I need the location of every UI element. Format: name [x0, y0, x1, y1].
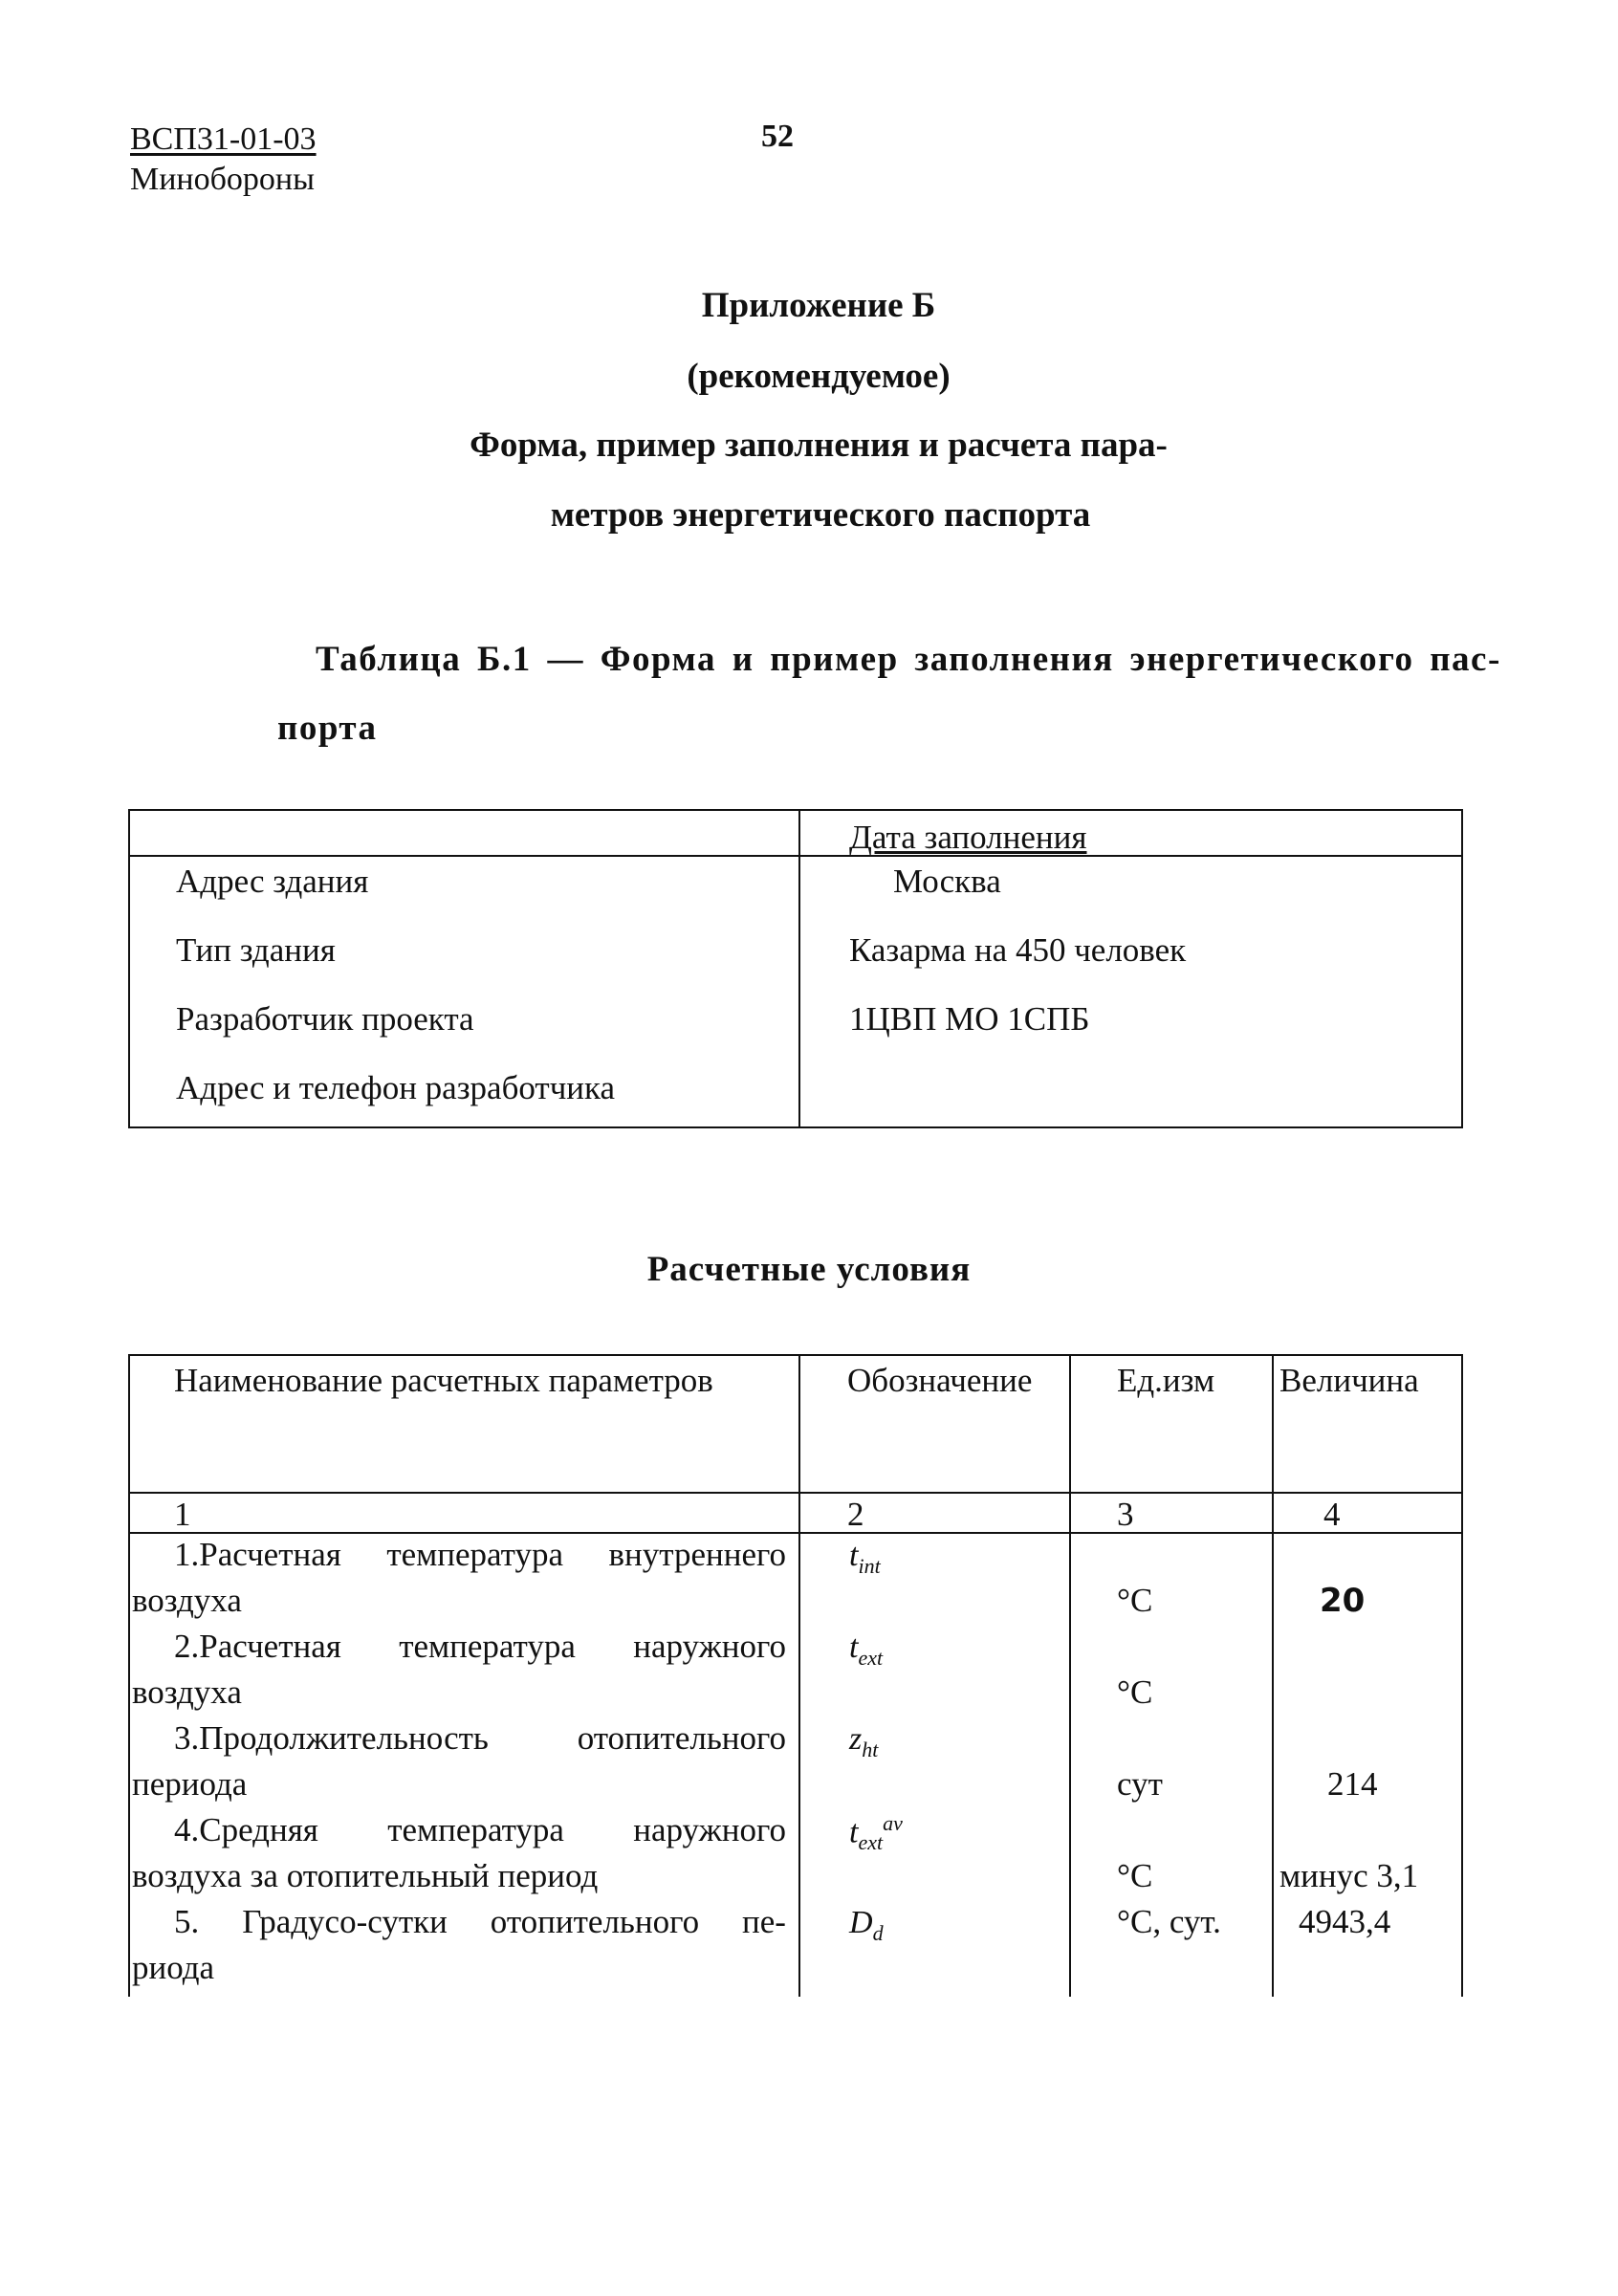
- column-header-unit: Ед.изм: [1117, 1362, 1215, 1399]
- table-divider: [130, 855, 1461, 857]
- appendix-subtitle-line1: Форма, пример заполнения и расчета пара-: [470, 426, 1168, 465]
- passport-table: [128, 809, 1463, 1128]
- parameter-unit: сут: [1117, 1765, 1163, 1803]
- table-caption-line2: порта: [277, 709, 378, 748]
- column-header-value: Величина: [1279, 1362, 1419, 1399]
- parameter-symbol: $t_{ext}$: [849, 1629, 884, 1670]
- passport-label-type: Тип здания: [176, 931, 336, 969]
- column-number: 3: [1117, 1496, 1134, 1533]
- passport-label-address: Адрес здания: [176, 863, 369, 900]
- table-divider: [1272, 1354, 1274, 1997]
- passport-label-developer: Разработчик проекта: [176, 1000, 474, 1038]
- appendix-note: (рекомендуемое): [687, 357, 951, 396]
- column-header-symbol: Обозначение: [847, 1362, 1033, 1399]
- parameter-name-line1: 2.Расчетная температура наружного: [174, 1628, 786, 1665]
- parameter-name-line2: воздуха: [132, 1673, 242, 1711]
- parameter-unit: °C: [1117, 1857, 1153, 1894]
- parameter-name-line2: периода: [132, 1765, 248, 1803]
- parameter-name-line2: воздуха: [132, 1582, 242, 1619]
- table-divider: [798, 811, 800, 1126]
- parameter-unit: °C: [1117, 1582, 1153, 1619]
- conditions-table: [128, 1354, 1463, 1997]
- parameter-unit: °C, сут.: [1117, 1903, 1221, 1940]
- parameter-value: минус 3,1: [1279, 1857, 1419, 1894]
- parameter-name-line1: 5. Градусо-сутки отопительного пе-: [174, 1903, 786, 1940]
- table-border-top: [128, 1354, 1463, 1356]
- table-divider: [798, 1354, 800, 1997]
- passport-value-developer: 1ЦВП МО 1СПБ: [849, 1000, 1090, 1038]
- table-caption-line1: Таблица Б.1 — Форма и пример заполнения энергетического пас-: [316, 640, 1501, 679]
- parameter-name-line1: 4.Средняя температура наружного: [174, 1811, 786, 1848]
- parameter-name-line1: 1.Расчетная температура внутреннего: [174, 1536, 786, 1573]
- fill-date-header: Дата заполнения: [849, 819, 1087, 856]
- passport-value-address: Москва: [893, 863, 1001, 900]
- table-border-right: [1461, 1354, 1463, 1997]
- parameter-symbol: $z_{ht}$: [849, 1721, 879, 1761]
- column-number: 4: [1323, 1496, 1341, 1533]
- parameter-symbol: $t_{int}$: [849, 1538, 881, 1578]
- parameter-symbol: $t_{ext}^{av}$: [849, 1811, 903, 1855]
- parameter-unit: °C: [1117, 1673, 1153, 1711]
- parameter-name-line2: риода: [132, 1949, 215, 1986]
- parameter-name-line1: 3.Продолжительность отопительного: [174, 1719, 786, 1757]
- parameter-symbol: $D_d$: [849, 1905, 884, 1945]
- column-number: 2: [847, 1496, 864, 1533]
- column-number: 1: [174, 1496, 191, 1533]
- parameter-value: 214: [1327, 1765, 1378, 1803]
- appendix-subtitle-line2: метров энергетического паспорта: [550, 495, 1091, 535]
- table-divider: [128, 1492, 1463, 1494]
- parameter-name-line2: воздуха за отопительный период: [132, 1857, 599, 1894]
- document-organization: Минобороны: [130, 162, 315, 197]
- table-divider: [1069, 1354, 1071, 1997]
- document-code: ВСП31-01-03: [130, 121, 317, 157]
- page-number: 52: [761, 119, 794, 154]
- appendix-title: Приложение Б: [701, 286, 936, 325]
- parameter-value: 20: [1320, 1582, 1366, 1620]
- passport-value-type: Казарма на 450 человек: [849, 931, 1187, 969]
- column-header-name: Наименование расчетных параметров: [174, 1362, 713, 1399]
- parameter-value: 4943,4: [1299, 1903, 1391, 1940]
- passport-label-developer-contacts: Адрес и телефон разработчика: [176, 1069, 616, 1106]
- table-border-left: [128, 1354, 130, 1997]
- table-divider: [128, 1532, 1463, 1534]
- conditions-title: Расчетные условия: [646, 1250, 972, 1289]
